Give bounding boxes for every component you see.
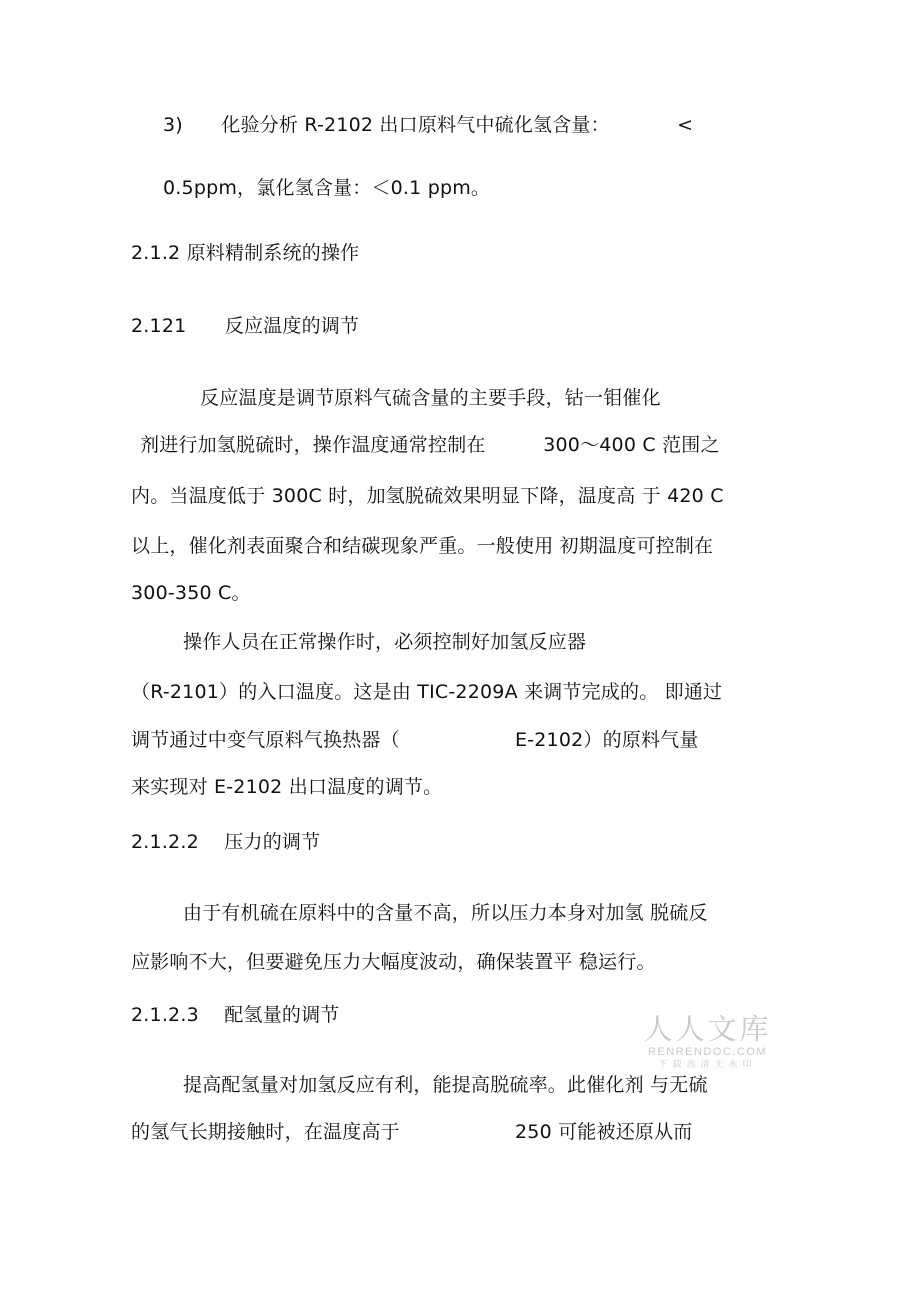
text-line-15: 由于有机硫在原料中的含量不高，所以压力本身对加氢 脱硫反 — [183, 902, 708, 924]
watermark-site: RENRENDOC.COM — [647, 1046, 768, 1058]
text-line-16: 应影响不大，但要避免压力大幅度波动，确保装置平 稳运行。 — [131, 951, 656, 973]
text-line-8: 以上，催化剂表面聚合和结碳现象严重。一般使用 初期温度可控制在 — [131, 535, 714, 557]
watermark-title: 人人文库 — [643, 1012, 772, 1046]
text-line-1: 3) 化验分析 R-2102 出口原料气中硫化氢含量： < — [163, 114, 694, 136]
section-heading-2-1-2: 2.1.2 原料精制系统的操作 — [131, 242, 360, 264]
text-line-2: 0.5ppm，氯化氢含量：＜0.1 ppm。 — [163, 177, 491, 199]
watermark-logo — [640, 1012, 775, 1071]
section-heading-2-1-2-3: 2.1.2.3 配氢量的调节 — [131, 1004, 340, 1026]
text-line-10: 操作人员在正常操作时，必须控制好加氢反应器 — [183, 631, 587, 653]
text-line-11: （R-2101）的入口温度。这是由 TIC-2209A 来调节完成的。 即通过 — [131, 681, 723, 703]
text-line-5: 反应温度是调节原料气硫含量的主要手段，钴一钼催化 — [200, 387, 661, 409]
text-line-7: 内。当温度低于 300C 时，加氢脱硫效果明显下降，温度高 于 420 C — [131, 485, 724, 507]
text-line-12: 调节通过中变气原料气换热器（ E-2102）的原料气量 — [131, 729, 699, 751]
section-heading-2-1-2-2: 2.1.2.2 压力的调节 — [131, 831, 321, 853]
text-line-13: 来实现对 E-2102 出口温度的调节。 — [131, 776, 443, 798]
section-heading-2-1-2-1: 2.121 反应温度的调节 — [131, 315, 360, 337]
text-line-19: 的氢气长期接触时，在温度高于 250 可能被还原从而 — [131, 1121, 693, 1143]
text-line-9: 300-350 C。 — [131, 582, 251, 604]
text-line-6: 剂进行加氢脱硫时，操作温度通常控制在 300～400 C 范围之 — [140, 434, 720, 456]
watermark-tagline: 下载高清无水印 — [658, 1060, 757, 1070]
text-line-18: 提高配氢量对加氢反应有利，能提高脱硫率。此催化剂 与无硫 — [183, 1074, 708, 1096]
